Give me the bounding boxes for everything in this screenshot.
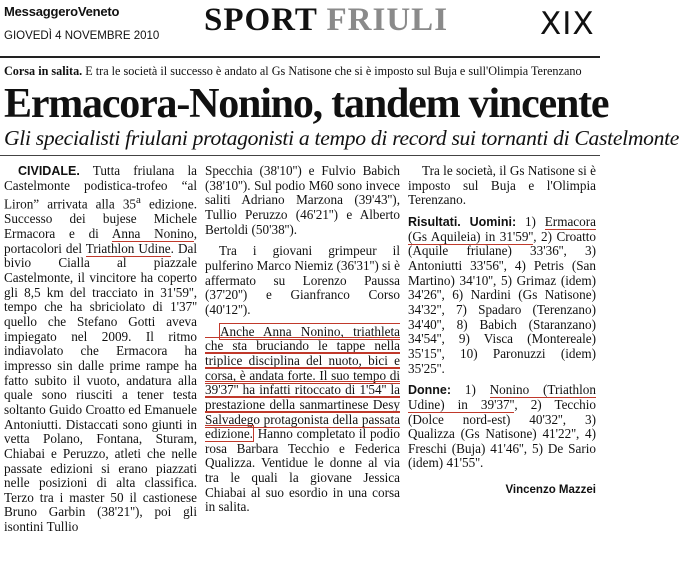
column-3-paragraph-1: Tra le società, il Gs Natisone si è imposto sul Buja e l'Olimpia Terenzano. <box>408 163 596 208</box>
results-men: Risultati. Uomini: 1) Ermacora (Gs Aquileia) in 31'59'', 2) Croatto (Aquile friulane) 33'36'', 3) Antoniutti 33'56'', 4) Petris (San Martino) 34'10'', 5) Grimaz (idem) 34'26'', 6) Nardini (Gs Natisone) 34'32'', 7) Spadaro (Terenzano) 34'40'', 8) Babich (Staranzano) 34'54'', 9) Visca (Montereale) 35'15'', 10) Paronuzzi (idem) 35'25''. <box>408 213 596 376</box>
header-divider <box>0 56 600 58</box>
highlight-ermacora: Ermacora (Gs Aquileia) in 31'59'' <box>408 213 596 244</box>
article-column-2 <box>205 164 400 522</box>
section-title <box>204 2 448 39</box>
headline-divider <box>0 155 600 156</box>
page-number: XIX <box>540 6 595 42</box>
article-column-3 <box>408 164 596 498</box>
article-headline: Ermacora-Nonino, tandem vincente <box>4 81 609 127</box>
highlight-anna-nonino: Anna Nonino <box>111 226 194 242</box>
column-2-paragraph-2: Tra i giovani grimpeur il pulferino Marco Niemiz (36'31'') si è affermato su Lorenzo Paussa (37'20'') e Gianfranco Corso (40'12''). <box>205 243 400 317</box>
dateline: CIVIDALE. <box>18 164 80 178</box>
newspaper-name: MessaggeroVeneto <box>4 4 120 19</box>
article-column-1 <box>4 164 197 542</box>
column-2-paragraph-3: Anche Anna Nonino, triathleta che sta bruciando le tappe nella triplice disciplina del nuoto, bici e corsa, è andata forte. Il suo tempo di 39'37'' ha infatti ritoccato di 1'54'' la prestazione della sanmartinese Desy Salvadego protagonista della passata edizione. Hanno completato il podio rosa Barbara Tecchio e Federica Qualizza. Ventidue le donne al via tra le quali la giovane Jessica Chiabai al suo esordio in una corsa in salita. <box>205 323 400 515</box>
highlight-nonino-result: Nonino (Triathlon Udine) in 39'37'' <box>408 382 596 412</box>
article-author: Vincenzo Mazzei <box>505 484 596 497</box>
highlight-nonino-paragraph: Anche Anna Nonino, triathleta che sta bruciando le tappe nella triplice disciplina del nuoto, bici e corsa, è andata forte. Il suo tempo di 39'37'' ha infatti ritoccato di 1'54'' la prestazione della sanmartinese Desy Salvadego protagonista della passata edizione. <box>205 323 400 442</box>
issue-date: GIOVEDÌ 4 NOVEMBRE 2010 <box>4 30 160 42</box>
men-label: Uomini: <box>469 214 517 229</box>
women-label: Donne: <box>408 383 452 398</box>
overline-text: E tra le società il successo è andato al Gs Natisone che si è imposto sul Buja e sull'Olimpia Terenzano <box>82 64 582 78</box>
highlight-triathlon-udine: Triathlon Udine <box>85 240 171 256</box>
section-title-friuli: FRIULI <box>326 2 449 38</box>
column-2-paragraph-1: Specchia (38'10'') e Fulvio Babich (38'10''). Sul podio M60 sono invece saliti Adriano Marzona (39'43''), Tullio Peruzzo (46'21'') e Alberto Bertoldi (50'38''). <box>205 163 400 237</box>
article-subheadline: Gli specialisti friulani protagonisti a tempo di record sui tornanti di Castelmonte <box>4 126 679 150</box>
results-women: Donne: 1) Nonino (Triathlon Udine) in 39'37'', 2) Tecchio (Dolce nord-est) 40'32'', 3) Qualizza (Gs Natisone) 41'22'', 4) Freschi (Buja) 41'46'', 5) De Sario (idem) 41'55''. <box>408 382 596 471</box>
results-label: Risultati. <box>408 214 461 229</box>
column-1-paragraph: CIVIDALE. Tutta friulana la Castelmonte podistica-trofeo “al Liron” arrivata alla 35$^a$ edizione. Successo dei bujese Michele Ermacora e di Anna Nonino, portacolori del Triathlon Udine. Dal bivio Cialla al piazzale Castelmonte, il vincitore ha coperto gli 8,5 km del tracciato in 31'59'', tempo che ha sbriciolato di 1'37'' quello che Stefano Gotti aveva impiegato nel 2009. Il ritmo indiavolato che Ermacora ha impresso sin dalle prime rampe ha fatto subito il vuoto, andatura alla quale sono riusciti a tener testa soltanto Guido Croatto ed Emanuele Antoniutti. Distaccati sono giunti in vetta Polano, Fontana, Sturam, Chiabai e Peruzzo, atleti che nelle passate edizioni si erano piazzati nelle posizioni di alta classifica. Terzo tra i master 50 il castionese Bruno Garbin (38'21''), poi gli isontini Tullio <box>4 163 197 535</box>
section-title-sport: SPORT <box>204 2 318 38</box>
overline-kicker: Corsa in salita. <box>4 64 83 78</box>
article-overline <box>4 64 582 79</box>
